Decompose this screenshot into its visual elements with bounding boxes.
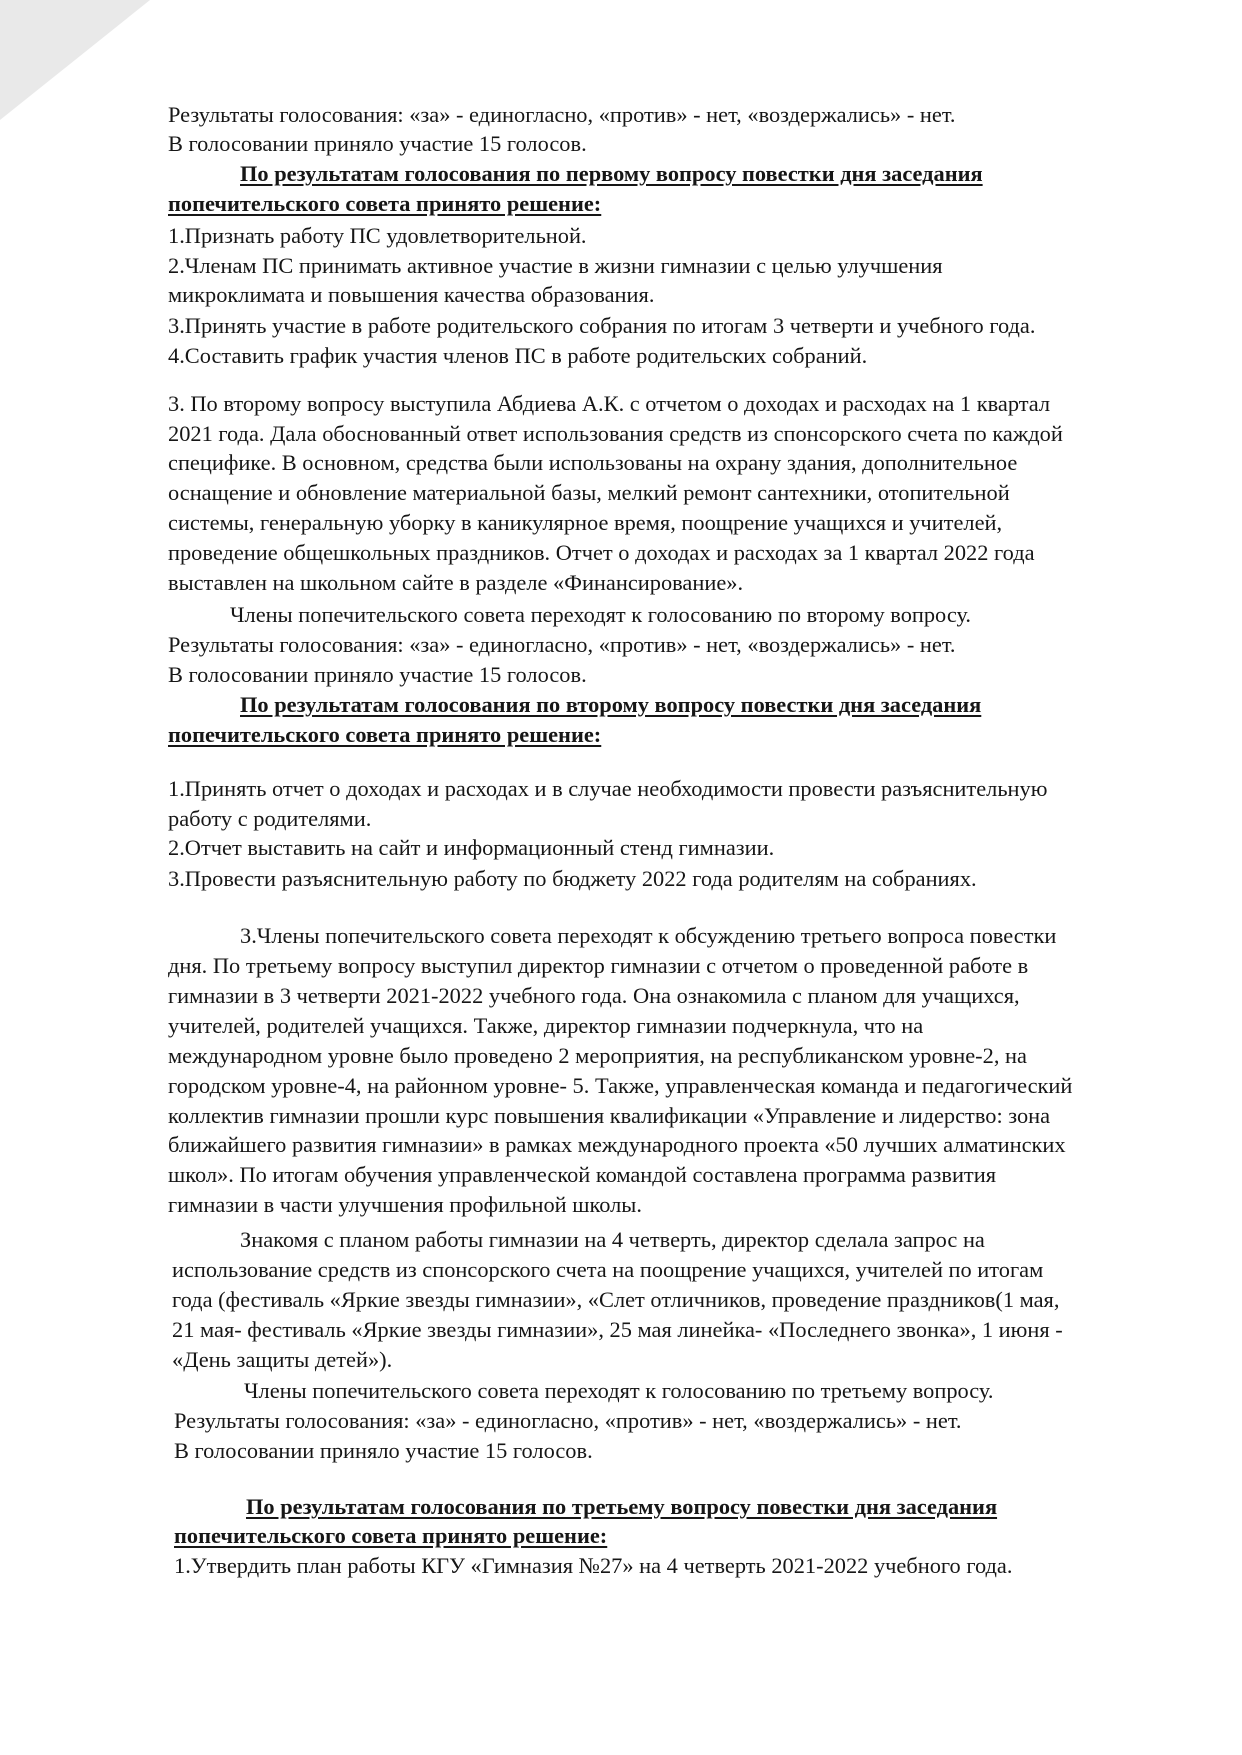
text-line: дня. По третьему вопросу выступил директор гимназии с отчетом о проведенной работе в bbox=[168, 953, 1029, 978]
text-line: В голосовании приняло участие 15 голосов. bbox=[168, 662, 587, 687]
decision-heading: По результатам голосования по первому вопросу повестки дня заседания bbox=[240, 161, 983, 186]
text-line: 2021 года. Дала обоснованный ответ использования средств из спонсорского счета по каждой bbox=[168, 421, 1063, 446]
decision-heading: попечительского совета принято решение: bbox=[168, 722, 602, 747]
text-line: гимназии в 3 четверти 2021-2022 учебного года. Она ознакомила с планом для учащихся, bbox=[168, 983, 1020, 1008]
decision-heading: По результатам голосования по второму вопросу повестки дня заседания bbox=[240, 692, 982, 717]
decision-heading: По результатам голосования по третьему вопросу повестки дня заседания bbox=[246, 1494, 998, 1519]
text-line: Результаты голосования: «за» - единогласно, «против» - нет, «воздержались» - нет. bbox=[168, 102, 956, 127]
text-line: 3. По второму вопросу выступила Абдиева А.К. с отчетом о доходах и расходах на 1 квартал bbox=[168, 391, 1051, 416]
text-line: ближайшего развития гимназии» в рамках международного проекта «50 лучших алматинских bbox=[168, 1132, 1066, 1157]
text-line: школ». По итогам обучения управленческой командой составлена программа развития bbox=[168, 1162, 997, 1187]
text-line: учителей, родителей учащихся. Также, директор гимназии подчеркнула, что на bbox=[168, 1013, 924, 1038]
text-line: 2.Отчет выставить на сайт и информационный стенд гимназии. bbox=[168, 835, 775, 860]
text-line: проведение общешкольных праздников. Отчет о доходах и расходах за 1 квартал 2022 года bbox=[168, 540, 1035, 565]
text-line: В голосовании приняло участие 15 голосов. bbox=[168, 131, 587, 156]
text-line: международном уровне было проведено 2 мероприятия, на республиканском уровне-2, на bbox=[168, 1043, 1027, 1068]
text-line: микроклимата и повышения качества образования. bbox=[168, 282, 655, 307]
text-line: Результаты голосования: «за» - единогласно, «против» - нет, «воздержались» - нет. bbox=[168, 632, 956, 657]
text-line: использование средств из спонсорского счета на поощрение учащихся, учителей по итогам bbox=[172, 1257, 1044, 1282]
text-line: оснащение и обновление материальной базы, мелкий ремонт сантехники, отопительной bbox=[168, 480, 1010, 505]
text-line: года (фестиваль «Яркие звезды гимназии», «Слет отличников, проведение праздников(1 мая, bbox=[172, 1287, 1060, 1312]
text-line: Результаты голосования: «за» - единогласно, «против» - нет, «воздержались» - нет. bbox=[174, 1408, 962, 1433]
text-line: 1.Утвердить план работы КГУ «Гимназия №27» на 4 четверть 2021-2022 учебного года. bbox=[174, 1553, 1013, 1578]
text-line: 1.Признать работу ПС удовлетворительной. bbox=[168, 223, 587, 248]
text-line: специфике. В основном, средства были использованы на охрану здания, дополнительное bbox=[168, 450, 1018, 475]
text-line: «День защиты детей»). bbox=[172, 1347, 393, 1372]
text-line: 21 мая- фестиваль «Яркие звезды гимназии», 25 мая линейка- «Последнего звонка», 1 июня - bbox=[172, 1317, 1063, 1342]
decision-heading: попечительского совета принято решение: bbox=[174, 1523, 608, 1548]
text-line: выставлен на школьном сайте в разделе «Финансирование». bbox=[168, 570, 744, 595]
text-line: Знакомя с планом работы гимназии на 4 четверть, директор сделала запрос на bbox=[240, 1227, 985, 1252]
text-line: коллектив гимназии прошли курс повышения квалификации «Управление и лидерство: зона bbox=[168, 1103, 1051, 1128]
text-line: гимназии в части улучшения профильной школы. bbox=[168, 1192, 642, 1217]
text-line: Члены попечительского совета переходят к голосованию по второму вопросу. bbox=[230, 602, 972, 627]
text-line: 3.Принять участие в работе родительского собрания по итогам 3 четверти и учебного года. bbox=[168, 313, 1036, 338]
text-line: 4.Составить график участия членов ПС в работе родительских собраний. bbox=[168, 343, 868, 368]
text-line: В голосовании приняло участие 15 голосов. bbox=[174, 1438, 593, 1463]
text-line: системы, генеральную уборку в каникулярное время, поощрение учащихся и учителей, bbox=[168, 510, 1003, 535]
text-line: городском уровне-4, на районном уровне- 5. Также, управленческая команда и педагогический bbox=[168, 1073, 1073, 1098]
text-line: 3.Провести разъяснительную работу по бюджету 2022 года родителям на собраниях. bbox=[168, 866, 977, 891]
text-line: 2.Членам ПС принимать активное участие в жизни гимназии с целью улучшения bbox=[168, 253, 943, 278]
text-line: работу с родителями. bbox=[168, 806, 372, 831]
text-line: 1.Принять отчет о доходах и расходах и в случае необходимости провести разъяснительную bbox=[168, 776, 1048, 801]
text-line: Члены попечительского совета переходят к голосованию по третьему вопросу. bbox=[244, 1378, 994, 1403]
text-line: 3.Члены попечительского совета переходят к обсуждению третьего вопроса повестки bbox=[240, 923, 1057, 948]
decision-heading: попечительского совета принято решение: bbox=[168, 191, 602, 216]
